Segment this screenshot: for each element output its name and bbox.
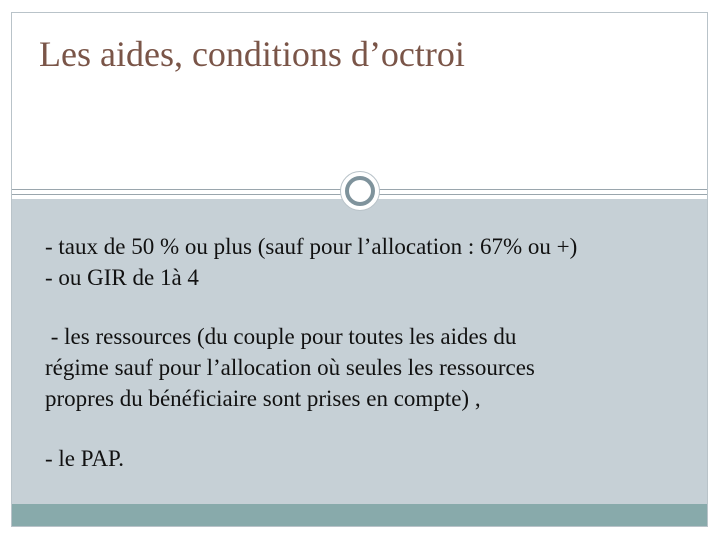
body-line: régime sauf pour l’allocation où seules les ressources	[45, 355, 535, 380]
body-line: - le PAP.	[45, 446, 125, 471]
body-line: - ou GIR de 1à 4	[45, 265, 199, 290]
slide	[11, 12, 708, 527]
slide-body	[45, 231, 705, 474]
divider-ring	[345, 176, 375, 206]
footer-bar	[12, 504, 707, 527]
body-line: - les ressources (du couple pour toutes les aides du	[45, 324, 517, 349]
slide-title: Les aides, conditions d’octroi	[39, 34, 465, 74]
body-line: - taux de 50 % ou plus (sauf pour l’allocation : 67% ou +)	[45, 234, 578, 259]
divider-circle-icon	[340, 171, 380, 211]
body-line: propres du bénéficiaire sont prises en compte) ,	[45, 386, 481, 411]
